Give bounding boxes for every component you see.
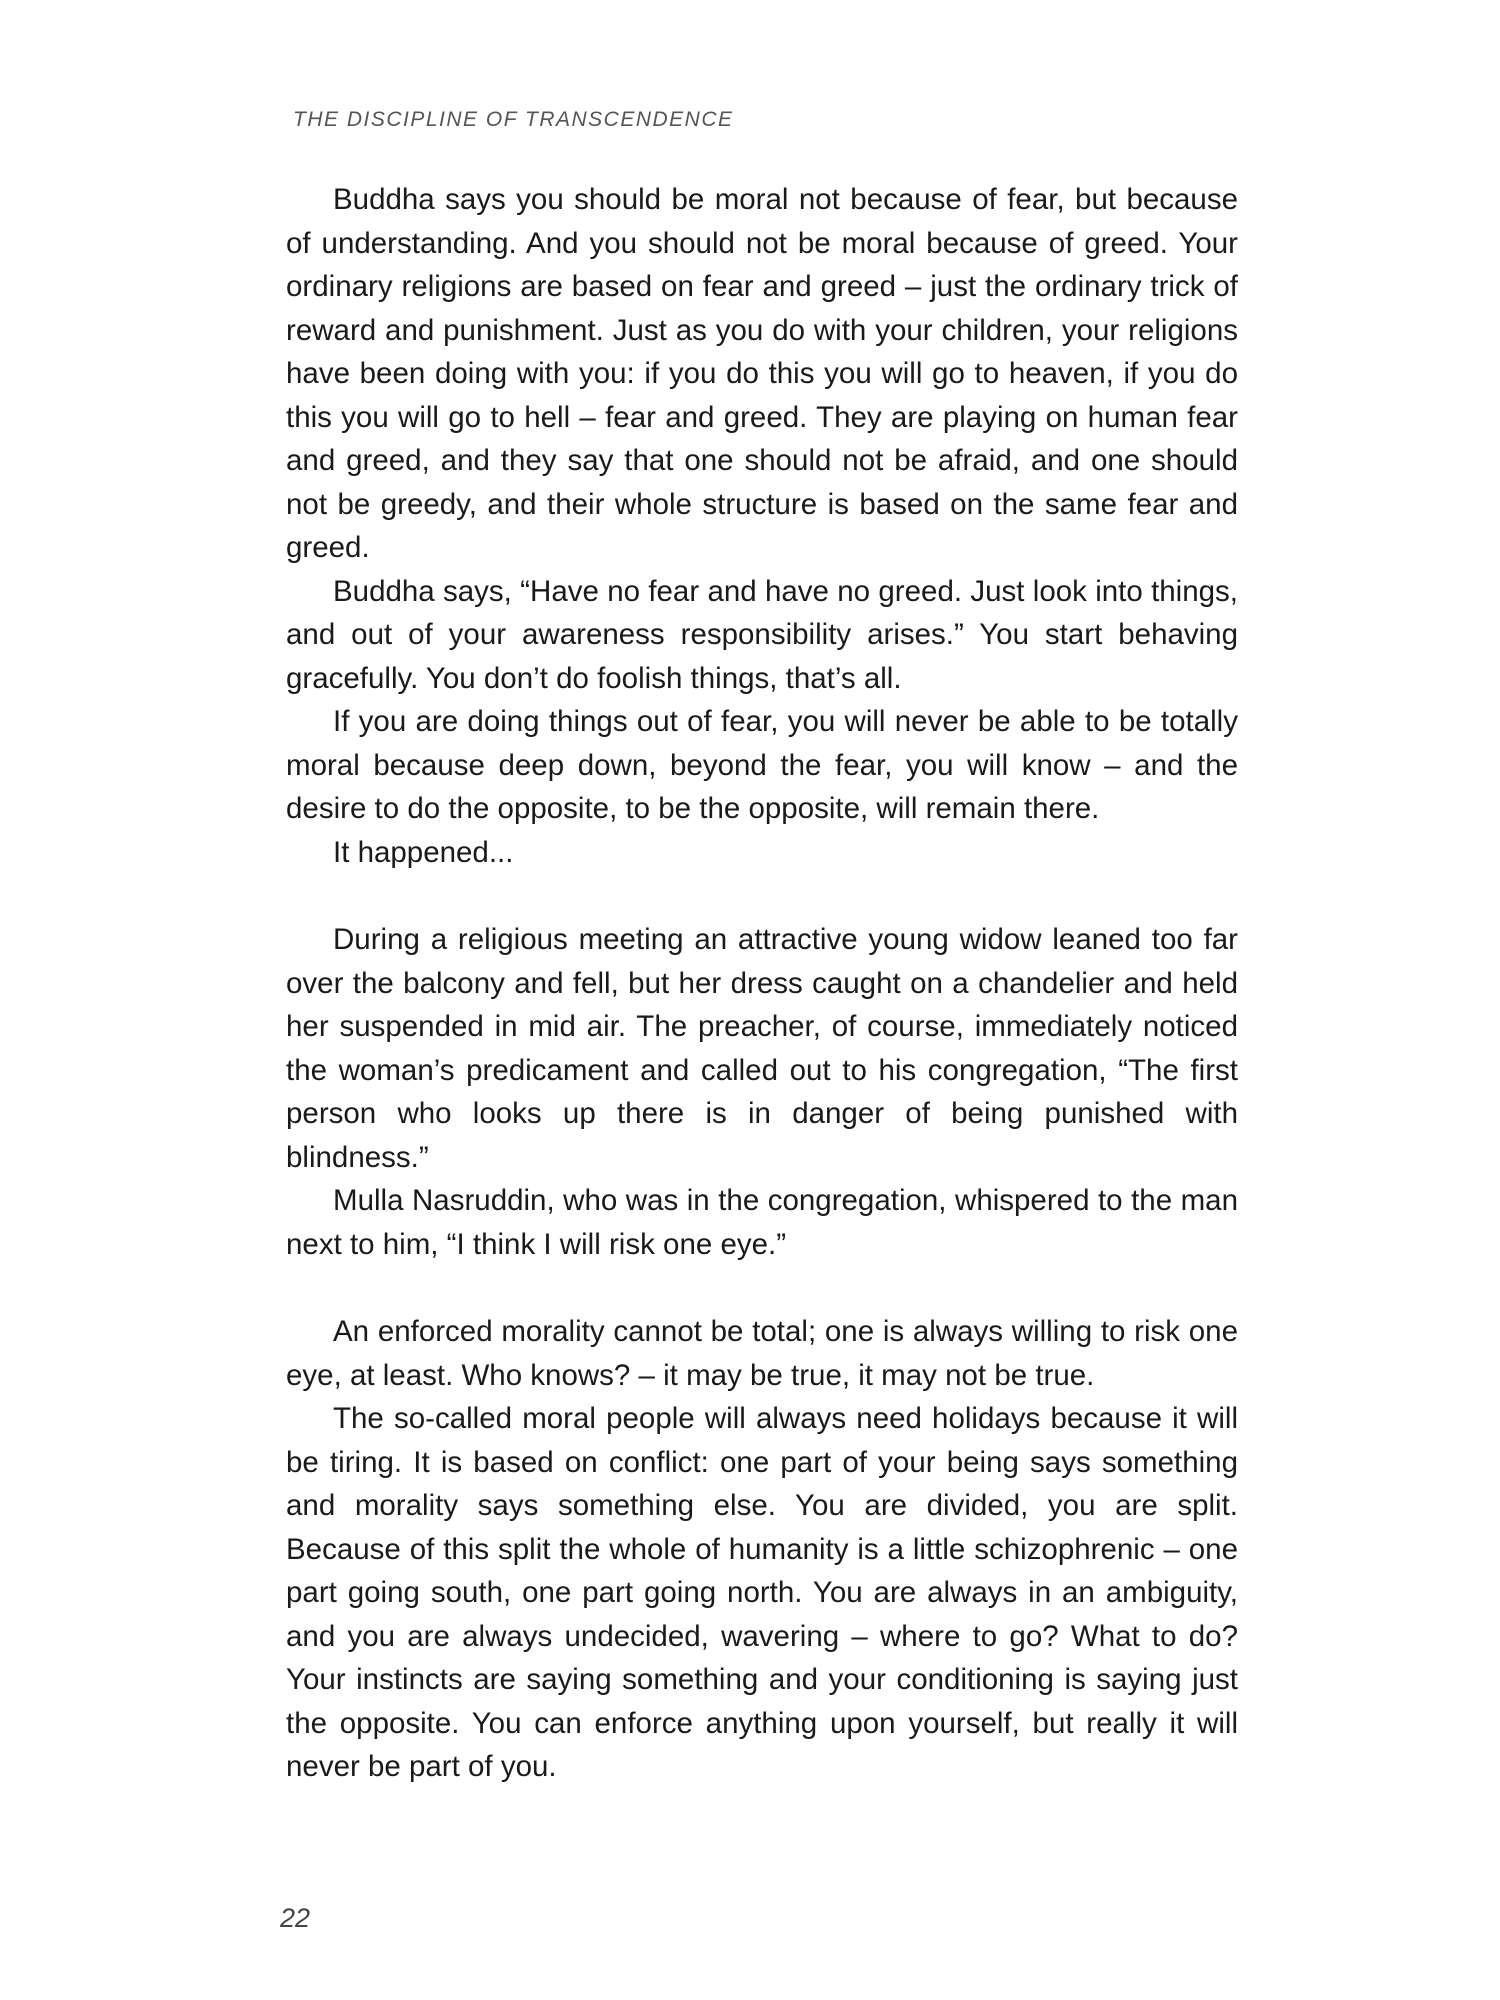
paragraph: If you are doing things out of fear, you will never be able to be totally moral because deep down, beyond the fear, you will know – and the desire to do the opposite, to be the opposite, will remain there. (286, 705, 1238, 825)
paragraph: Buddha says you should be moral not because of fear, but because of understanding. And you should not be moral because of greed. Your ordinary religions are based on fear and greed – just the ordinary trick of reward and punishment. Just as you do with your children, your religions have been doing with you: if you do this you will go to heaven, if you do this you will go to hell – fear and greed. They are playing on human fear and greed, and they say that one should not be afraid, and one should not be greedy, and their whole structure is based on the same fear and greed. (286, 183, 1238, 564)
opening-section (286, 178, 1238, 874)
paragraph: An enforced morality cannot be total; one is always willing to risk one eye, at least. Who knows? – it may be true, it may not be true. (286, 1315, 1238, 1392)
paragraph: Buddha says, “Have no fear and have no greed. Just look into things, and out of your awareness responsibility arises.” You start behaving gracefully. You don’t do foolish things, that’s all. (286, 574, 1238, 695)
closing-section (286, 1310, 1238, 1789)
anecdote-paragraph: Mulla Nasruddin, who was in the congregation, whispered to the man next to him, “I think I will risk one eye.” (286, 1184, 1238, 1261)
paragraph: It happened... (333, 835, 514, 869)
page-body (286, 178, 1238, 1789)
page-number: 22 (280, 1903, 311, 1933)
running-head: THE DISCIPLINE OF TRANSCENDENCE (293, 108, 734, 131)
anecdote-section (286, 918, 1238, 1266)
section-gap (286, 1266, 1238, 1310)
section-gap (286, 874, 1238, 918)
paragraph: The so-called moral people will always need holidays because it will be tiring. It is based on conflict: one part of your being says something and morality says something else. You are divided, you are split. Because of this split the whole of humanity is a little schizophrenic – one part going south, one part going north. You are always in an ambiguity, and you are always undecided, wavering – where to go? What to do? Your instincts are saying something and your conditioning is saying just the opposite. You can enforce anything upon yourself, but really it will never be part of you. (286, 1402, 1238, 1783)
anecdote-paragraph: During a religious meeting an attractive young widow leaned too far over the balcony and fell, but her dress caught on a chandelier and held her suspended in mid air. The preacher, of course, immediately noticed the woman’s predicament and called out to his congregation, “The first person who looks up there is in danger of being punished with blindness.” (286, 923, 1238, 1174)
